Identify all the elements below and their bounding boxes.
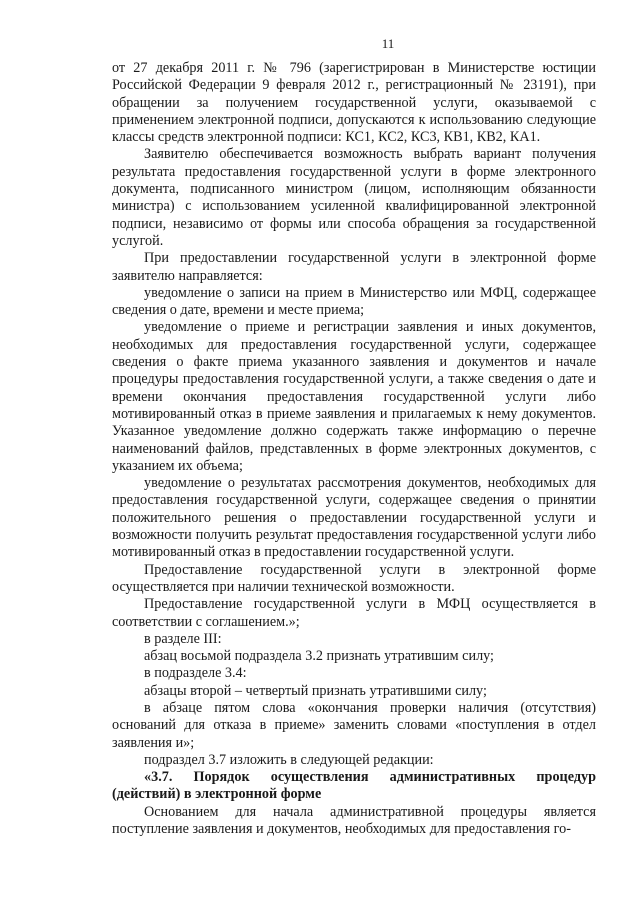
paragraph-result-notice: уведомление о результатах рассмотрения документов, необходимых для предоставления государственной услуги, содержащее сведения о принятии положительного решения о предоставлении государственной услуги и возможности получить результат предоставления государственной услуги либо мотивированный отказ в предоставлении государственной услуги.	[112, 475, 596, 561]
paragraph-subsection-3-2: абзац восьмой подраздела 3.2 признать утратившим силу;	[144, 648, 495, 665]
paragraph-subsection-3-7-intro: подраздел 3.7 изложить в следующей редакции:	[144, 751, 434, 768]
paragraph-receipt-notice: уведомление о приеме и регистрации заявления и иных документов, необходимых для предоставления государственной услуги, содержащее сведения о факте приема указанного заявления и документов и начале процедуры предоставления государственной услуги, а также сведения о дате и времени окончания предоставления государственной услуги либо мотивированный отказ в приеме заявления и прилагаемых к нему документов. Указанное уведомление должно содержать также информацию о перечне наименований файлов, представленных в форме электронных документов, с указанием их объема;	[112, 319, 596, 474]
paragraph-fifth-paragraph-change: в абзаце пятом слова «окончания проверки наличия (отсутствия) оснований для отказа в приеме» заменить словами «поступления в отдел заявления и»;	[112, 699, 596, 751]
section-heading-3-7: «3.7. Порядок осуществления административных процедур (действий) в электронной форме	[112, 769, 596, 803]
paragraph-section-iii: в разделе III:	[144, 630, 222, 647]
paragraph-appointment-notice: уведомление о записи на прием в Министерство или МФЦ, содержащее сведения о дате, времени и месте приема;	[112, 284, 596, 319]
document-body	[112, 60, 596, 838]
paragraph-technical-possibility: Предоставление государственной услуги в электронной форме осуществляется при наличии технической возможности.	[112, 561, 596, 595]
page-number: 11	[381, 36, 395, 51]
paragraph-notifications-intro: При предоставлении государственной услуги в электронной форме заявителю направляется:	[112, 250, 596, 284]
paragraph-mfc-agreement: Предоставление государственной услуги в МФЦ осуществляется в соответствии с соглашением.»;	[112, 596, 596, 630]
paragraph-continuation: от 27 декабря 2011 г. № 796 (зарегистрирован в Министерстве юстиции Российской Федерации 9 февраля 2012 г., регистрационный № 23191), при обращении за получением государственной услуги, оказываемой с применением электронной подписи, допускаются к использованию следующие классы средств электронной подписи: КС1, КС2, КС3, КВ1, КВ2, КА1.	[112, 60, 596, 146]
paragraph-paragraphs-void: абзацы второй – четвертый признать утратившими силу;	[144, 682, 487, 699]
paragraph-procedure-basis: Основанием для начала административной процедуры является поступление заявления и документов, необходимых для предоставления го-	[112, 803, 596, 838]
paragraph-result-option: Заявителю обеспечивается возможность выбрать вариант получения результата предоставления государственной услуги в форме электронного документа, подписанного министром (лицом, исполняющим обязанности министра) с использованием усиленной квалифицированной электронной подписи, независимо от формы или способа обращения за государственной услугой.	[112, 146, 596, 249]
paragraph-subsection-3-4: в подразделе 3.4:	[144, 665, 247, 682]
